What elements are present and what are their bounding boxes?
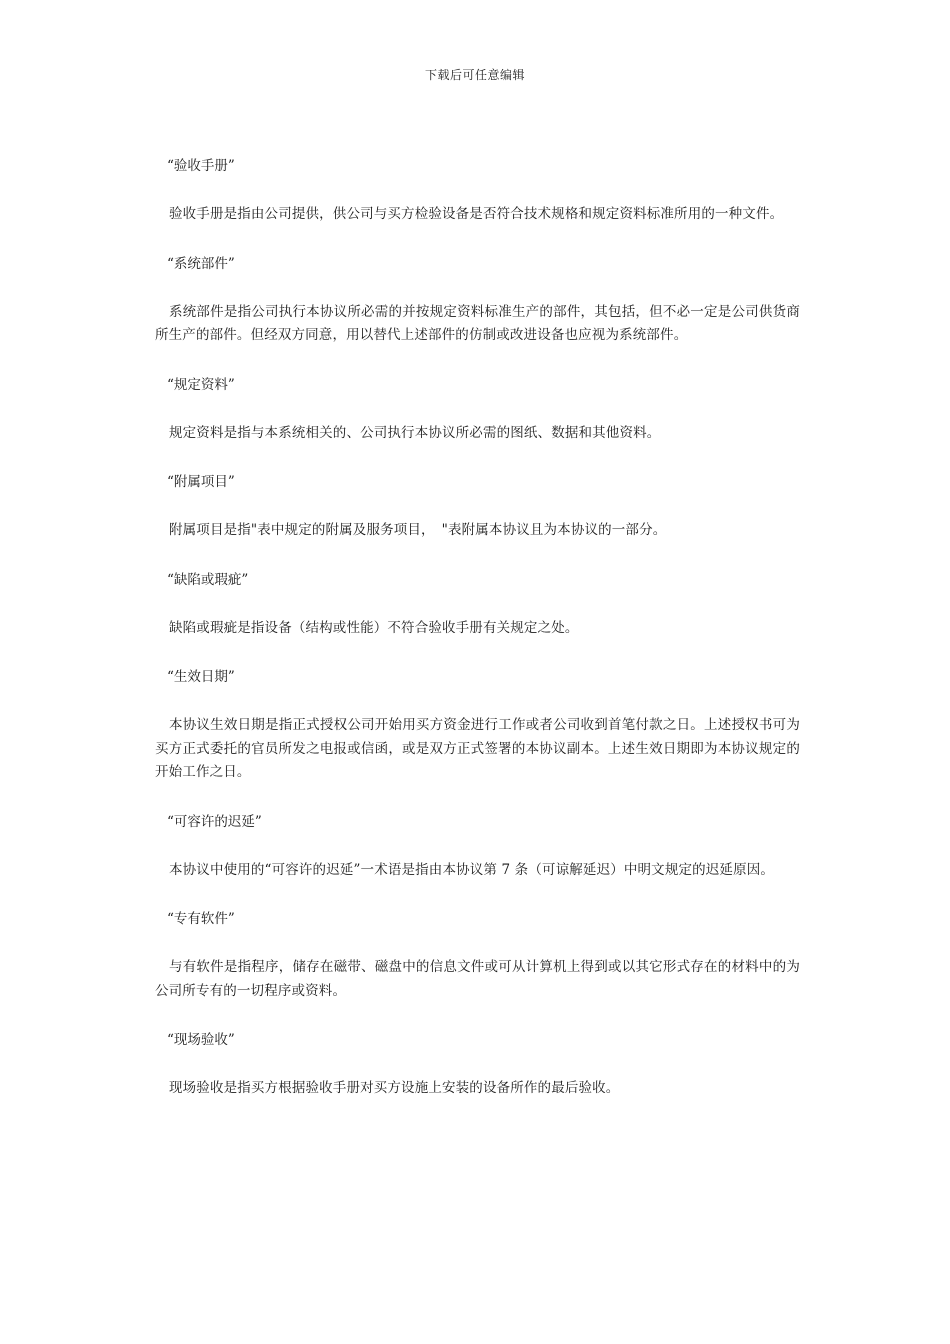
term-heading: “缺陷或瑕疵” <box>167 571 249 588</box>
term-definition: 验收手册是指由公司提供，供公司与买方检验设备是否符合技术规格和规定资料标准所用的一种文件。 <box>169 206 784 222</box>
term-definition: 规定资料是指与本系统相关的、公司执行本协议所必需的图纸、数据和其他资料。 <box>169 424 661 441</box>
term-heading: “系统部件” <box>167 255 235 272</box>
document-body <box>155 155 800 1127</box>
term-heading: “专有软件” <box>167 911 235 927</box>
page-header: 下载后可任意编辑 <box>424 68 525 82</box>
term-definition: 本协议生效日期是指正式授权公司开始用买方资金进行工作或者公司收到首笔付款之日。上述授权书可为买方正式委托的官员所发之电报或信函，或是双方正式签署的本协议副本。上述生效日期即为本协议规定的开始工作之日。 <box>155 717 800 780</box>
term-heading: “规定资料” <box>167 376 235 393</box>
term-heading: “验收手册” <box>167 158 235 174</box>
term-heading: “生效日期” <box>167 669 235 685</box>
term-definition: 现场验收是指买方根据验收手册对买方设施上安装的设备所作的最后验收。 <box>169 1080 620 1096</box>
term-definition: 附属项目是指"表中规定的附属及服务项目， "表附属本协议且为本协议的一部分。 <box>169 522 667 538</box>
term-definition: 与有软件是指程序，储存在磁带、磁盘中的信息文件或可从计算机上得到或以其它形式存在的材料中的为公司所专有的一切程序或资料。 <box>155 959 800 999</box>
term-heading: “现场验收” <box>167 1032 235 1048</box>
term-heading: “附属项目” <box>167 474 235 490</box>
term-definition: 缺陷或瑕疵是指设备（结构或性能）不符合验收手册有关规定之处。 <box>169 619 579 636</box>
term-definition: 本协议中使用的“可容许的迟延”一术语是指由本协议第 7 条（可谅解延迟）中明文规定的迟延原因。 <box>169 861 775 878</box>
term-heading: “可容许的迟延” <box>167 813 262 830</box>
term-definition: 系统部件是指公司执行本协议所必需的并按规定资料标准生产的部件，其包括，但不必一定是公司供货商所生产的部件。但经双方同意，用以替代上述部件的仿制或改进设备也应视为系统部件。 <box>155 303 800 343</box>
